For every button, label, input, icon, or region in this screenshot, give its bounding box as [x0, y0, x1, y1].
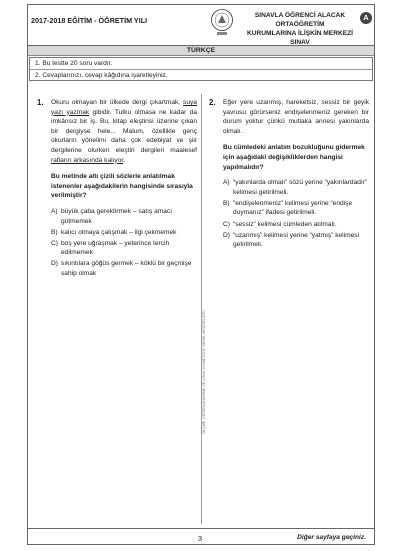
question-2-stem: Bu cümledeki anlatım bozukluğunu gidermek için aşağıdaki değişikliklerden hangisi yapılmalıdır? [223, 144, 365, 171]
option-letter: D) [223, 231, 230, 239]
next-page-note: Diğer sayfaya geçiniz. [297, 534, 366, 541]
institution-line-2: KURUMLARINA İLİŞKİN MERKEZİ SINAV [247, 30, 353, 46]
ministry-logo-icon [210, 7, 234, 37]
option-letter: B) [223, 199, 230, 207]
subject-title: TÜRKÇE [186, 47, 216, 54]
footer-divider [27, 528, 375, 529]
question-1-stem: Bu metinde altı çizili sözlerle anlatılmak istenenler aşağıdakilerin hangisinde sırasıyla verilmiştir? [51, 173, 193, 200]
institution-title [239, 11, 361, 47]
option-b[interactable] [223, 199, 369, 218]
instruction-2: 2. Cevaplarınızı, cevap kâğıdına işaretleyiniz. [30, 69, 372, 80]
option-text: büyük çaba gerektirmek – satış amacı gütmemek [61, 207, 173, 225]
instruction-1: 1. Bu testte 20 soru vardır. [35, 60, 113, 67]
question-1 [37, 98, 197, 280]
option-text: “endişelenmeniz” kelimesi yerine “endişe duymanız” ifadesi getirilmeli. [233, 199, 353, 217]
option-d[interactable] [51, 259, 197, 278]
option-letter: C) [223, 220, 230, 228]
underlined-phrase-1: suya yazı yazmak [51, 99, 197, 116]
option-c[interactable] [51, 239, 197, 258]
option-letter: C) [51, 239, 58, 247]
passage-text: gibidir. Tutku olmasa ne kadar da imkânsız bir iş. Bu, kitap eleştirisi üzerine çıkan bir dergiyse hele... Malum, özellikle genç okurların yönelimi daha çok edebiyat ve şiir dergilerine olurken eleştiri dergileri maalesef [51, 108, 197, 154]
institution-line-1: SINAVLA ÖĞRENCİ ALACAK ORTAÖĞRETİM [254, 12, 346, 28]
question-1-options [51, 207, 197, 279]
question-2 [209, 98, 369, 251]
instructions-box [29, 57, 373, 81]
school-year: 2017-2018 EĞİTİM - ÖĞRETİM YILI [31, 16, 148, 25]
underlined-phrase-2: rafların arkasında kalıyor [51, 156, 124, 164]
option-letter: D) [51, 260, 58, 268]
margin-note-text: ÖLÇME, DEĞERLENDİRME VE SINAV HİZMETLERİ GENEL MÜDÜRLÜĞÜ [202, 310, 206, 434]
exam-header [27, 4, 375, 46]
option-d[interactable] [223, 231, 369, 250]
vertical-margin-note [199, 290, 205, 460]
option-c[interactable] [223, 220, 369, 230]
option-letter: B) [51, 228, 58, 236]
passage-text: Okuru olmayan bir ülkede dergi çıkartmak, [51, 99, 181, 106]
option-text: boş yere uğraşmak – yeterince tercih edilmemek [61, 239, 170, 257]
question-1-passage [51, 98, 197, 165]
question-2-passage: Eğer yere uzanmış, hareketsiz, sessiz bir geyik yavrusu görürseniz endişelenmeniz gereken bir durum yoktur çünkü mutlaka annesi yakınlarda olmalı. [223, 99, 369, 135]
subject-bar [28, 46, 374, 56]
option-a[interactable] [51, 207, 197, 226]
question-2-options [223, 178, 369, 250]
booklet-type-badge: A [360, 12, 372, 24]
option-b[interactable] [51, 228, 197, 238]
option-letter: A) [51, 207, 58, 215]
page-number: 3 [197, 534, 203, 543]
option-text: “sessiz” kelimesi cümleden atılmalı. [233, 220, 337, 228]
question-number: 2. [209, 98, 216, 107]
option-text: “yakınlarda olmalı” sözü yerine “yakınlardadır” kelimesi getirilmeli. [233, 179, 368, 196]
option-a[interactable] [223, 178, 369, 197]
option-text: “uzanmış” kelimesi yerine “yatmış” kelimesi getirilmeli. [233, 231, 360, 249]
option-text: sıkıntılara göğüs germek – köklü bir geçmişe sahip olmak [61, 260, 192, 277]
question-number: 1. [37, 98, 44, 107]
passage-text: . [123, 156, 126, 164]
option-letter: A) [223, 179, 230, 187]
option-text: kalıcı olmaya çalışmak – ilgi çekmemek [61, 228, 177, 236]
